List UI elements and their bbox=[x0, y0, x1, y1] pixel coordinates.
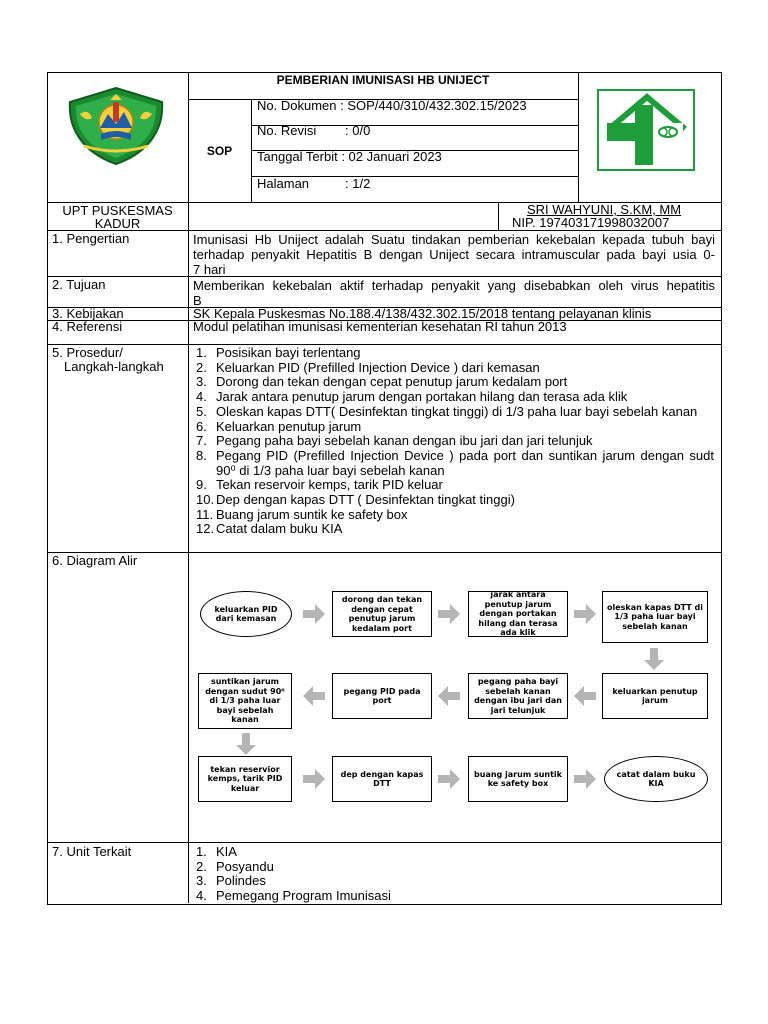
flow-arrow-icon bbox=[574, 769, 596, 789]
list-item-number: 1. bbox=[196, 345, 207, 360]
unit-name-line1: UPT PUSKESMAS bbox=[62, 203, 173, 218]
list-item bbox=[196, 845, 696, 860]
list-item-text: Keluarkan penutup jarum bbox=[216, 418, 362, 434]
list-item-number: 3. bbox=[196, 374, 207, 390]
section-label-pengertian: 1. Pengertian bbox=[52, 231, 130, 246]
list-item bbox=[196, 449, 714, 478]
list-item bbox=[196, 434, 714, 449]
tujuan-line: B bbox=[193, 293, 202, 308]
list-item-text: Pegang paha bayi sebelah kanan dengan ibu jari dan jari telunjuk bbox=[216, 433, 593, 449]
list-item-number: 5. bbox=[196, 403, 207, 419]
flow-node: oleskan kapas DTT di 1/3 paha luar bayi sebelah kanan bbox=[602, 591, 708, 643]
prosedur-label-line1: 5. Prosedur/ bbox=[52, 345, 123, 360]
flow-arrow-icon bbox=[574, 604, 596, 624]
flow-arrow-icon bbox=[303, 769, 325, 789]
list-item-text: Pegang PID (Prefilled Injection Device ) pada port dan suntikan jarum dengan sudt 90⁰ di 1/3 paha luar bayi sebelah kanan bbox=[216, 447, 714, 478]
kebijakan-text: SK Kepala Puskesmas No.188.4/138/432.302.15/2018 tentang pelayanan klinis bbox=[193, 306, 652, 321]
list-item bbox=[196, 493, 714, 508]
list-item-number: 11. bbox=[196, 506, 214, 522]
section-label-referensi: 4. Referensi bbox=[52, 319, 123, 334]
halaman-label: Halaman bbox=[257, 176, 310, 191]
referensi-text: Modul pelatihan imunisasi kementerian kesehatan RI tahun 2013 bbox=[193, 319, 567, 334]
list-item-text: Dorong dan tekan dengan cepat penutup jarum kedalam port bbox=[216, 374, 568, 390]
divider bbox=[498, 202, 499, 230]
list-item bbox=[196, 874, 696, 889]
list-item bbox=[196, 522, 714, 537]
list-item-number: 4. bbox=[196, 389, 207, 405]
no-revisi-value: : 0/0 bbox=[345, 123, 371, 138]
halaman-value: : 1/2 bbox=[345, 176, 371, 191]
list-item bbox=[196, 860, 696, 875]
divider bbox=[47, 230, 721, 231]
list-item bbox=[196, 390, 714, 405]
no-dokumen: No. Dokumen : SOP/440/310/432.302.15/2023 bbox=[257, 98, 527, 113]
list-item bbox=[196, 508, 714, 523]
divider bbox=[578, 72, 579, 202]
list-item bbox=[196, 420, 714, 435]
list-item-number: 10. bbox=[196, 492, 215, 508]
list-item-text: Pemegang Program Imunisasi bbox=[216, 888, 391, 904]
flow-node: pegang PID pada port bbox=[332, 673, 432, 719]
section-label-diagram: 6. Diagram Alir bbox=[52, 553, 138, 568]
prosedur-label-line2: Langkah-langkah bbox=[64, 359, 164, 374]
list-item-text: Keluarkan PID (Prefilled Injection Device ) dari kemasan bbox=[216, 359, 540, 375]
flow-arrow-icon bbox=[438, 686, 460, 706]
unit-name-line2: KADUR bbox=[94, 216, 141, 231]
list-item-text: Posyandu bbox=[216, 858, 274, 874]
unit-name bbox=[47, 204, 188, 230]
list-item bbox=[196, 375, 714, 390]
list-item-number: 12. bbox=[196, 521, 215, 537]
signer-nip: NIP. 197403171998032007 bbox=[512, 215, 670, 230]
list-item-text: KIA bbox=[216, 844, 237, 859]
section-label-unit-terkait: 7. Unit Terkait bbox=[52, 844, 132, 859]
list-item-text: Posisikan bayi terlentang bbox=[216, 345, 361, 360]
flow-node: dep dengan kapas DTT bbox=[332, 756, 432, 802]
flow-arrow-icon bbox=[438, 769, 460, 789]
list-item bbox=[196, 361, 714, 376]
flow-node: tekan reservior kemps, tarik PID keluar bbox=[198, 756, 292, 802]
pengertian-text bbox=[193, 232, 715, 277]
document-title: PEMBERIAN IMUNISASI HB UNIJECT bbox=[276, 73, 490, 87]
flow-arrow-icon bbox=[644, 648, 664, 670]
flow-arrow-icon bbox=[303, 686, 325, 706]
prosedur-steps bbox=[196, 346, 714, 537]
section-label-kebijakan: 3. Kebijakan bbox=[52, 306, 124, 321]
list-item-text: Oleskan kapas DTT( Desinfektan tingkat tinggi) di 1/3 paha luar bayi sebelah kanan bbox=[216, 403, 698, 419]
divider bbox=[47, 842, 721, 843]
flow-arrow-icon bbox=[438, 604, 460, 624]
section-label-prosedur bbox=[52, 346, 164, 374]
divider bbox=[47, 344, 721, 345]
puskesmas-logo-icon bbox=[597, 89, 695, 171]
list-item-number: 1. bbox=[196, 844, 207, 859]
flow-node: pegang paha bayi sebelah kanan dengan ibu jari dan jari telunjuk bbox=[468, 673, 568, 719]
list-item-number: 3. bbox=[196, 873, 207, 889]
list-item-number: 4. bbox=[196, 888, 207, 904]
list-item-text: Buang jarum suntik ke safety box bbox=[216, 506, 408, 522]
list-item-text: Jarak antara penutup jarum dengan portakan hilang dan terasa ada klik bbox=[216, 389, 628, 405]
tujuan-text bbox=[193, 278, 715, 308]
tanggal-terbit: Tanggal Terbit : 02 Januari 2023 bbox=[257, 149, 442, 164]
pengertian-line: 7 hari bbox=[193, 262, 226, 277]
flow-node: jarak antara penutup jarum dengan portakan hilang dan terasa ada klik bbox=[468, 591, 568, 637]
list-item-text: Tekan reservoir kemps, tarik PID keluar bbox=[216, 477, 443, 493]
list-item bbox=[196, 346, 714, 361]
flow-node: suntikan jarum dengan sudut 90⁰ di 1/3 paha luar bayi sebelah kanan bbox=[198, 673, 292, 729]
list-item bbox=[196, 889, 696, 904]
list-item-number: 7. bbox=[196, 433, 207, 449]
list-item-number: 2. bbox=[196, 858, 207, 874]
list-item-text: Catat dalam buku KIA bbox=[216, 521, 343, 537]
flow-diagram bbox=[188, 553, 720, 842]
list-item-number: 6. bbox=[196, 418, 207, 434]
pengertian-line: terhadap penyakit Hepatitis B dengan Uniject secara intramuscular pada bayi usia 0- bbox=[193, 247, 715, 262]
flow-node: keluarkan penutup jarum bbox=[602, 673, 708, 719]
no-revisi-label: No. Revisi bbox=[257, 123, 317, 138]
flow-arrow-icon bbox=[574, 686, 596, 706]
flow-arrow-icon bbox=[303, 604, 325, 624]
left-logo bbox=[60, 84, 172, 166]
list-item-number: 8. bbox=[196, 447, 207, 463]
sop-label: SOP bbox=[206, 144, 233, 158]
list-item bbox=[196, 478, 714, 493]
list-item-number: 9. bbox=[196, 477, 207, 493]
list-item bbox=[196, 405, 714, 420]
divider bbox=[188, 72, 189, 529]
flow-node: keluarkan PID dari kemasan bbox=[200, 591, 292, 637]
list-item-text: Dep dengan kapas DTT ( Desinfektan tingkat tinggi) bbox=[216, 492, 515, 508]
unit-terkait-list bbox=[196, 845, 696, 904]
pengertian-line: Imunisasi Hb Uniject adalah Suatu tindakan pemberian kekebalan kepada tubuh bayi bbox=[193, 232, 715, 247]
section-label-tujuan: 2. Tujuan bbox=[52, 277, 106, 292]
flow-node: buang jarum suntik ke safety box bbox=[468, 756, 568, 802]
list-item-number: 2. bbox=[196, 359, 207, 375]
flow-node: dorong dan tekan dengan cepat penutup jarum kedalam port bbox=[332, 591, 432, 637]
kabupaten-logo-icon bbox=[60, 84, 172, 166]
tujuan-line: Memberikan kekebalan aktif terhadap penyakit yang disebabkan oleh virus hepatitis bbox=[193, 278, 715, 293]
flow-node: catat dalam buku KIA bbox=[604, 756, 708, 802]
flow-arrow-icon bbox=[236, 733, 256, 755]
list-item-text: Polindes bbox=[216, 873, 266, 889]
right-logo bbox=[597, 89, 695, 171]
signer-name: SRI WAHYUNI, S.KM, MM bbox=[527, 202, 682, 217]
